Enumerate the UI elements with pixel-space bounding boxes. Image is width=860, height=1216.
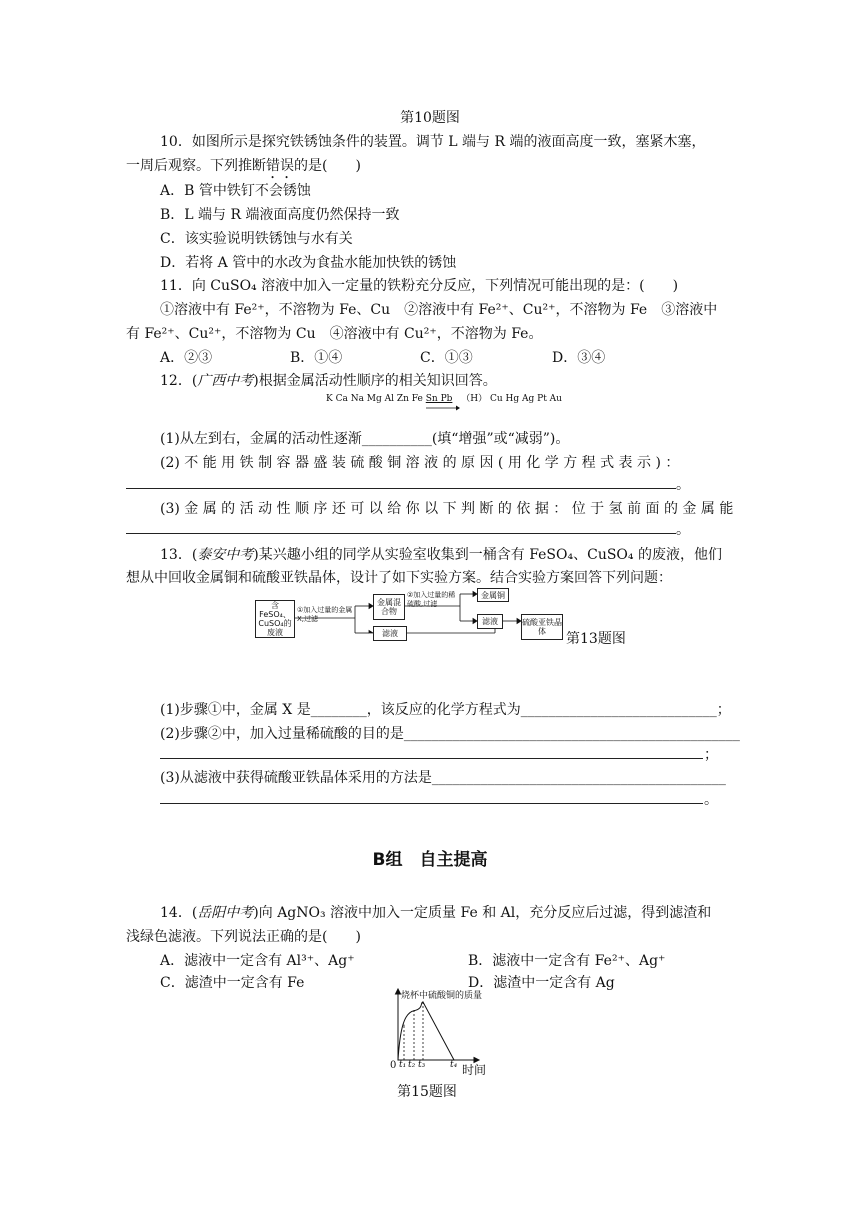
flow-step2-label: ②加入过量的稀硫酸,过滤 — [407, 591, 456, 608]
q14-option-d: D．滤渣中一定含有 Ag — [468, 975, 615, 991]
series-hydrogen: （H） — [461, 394, 488, 404]
chart-tick-t4: t₄ — [450, 1060, 458, 1070]
section-b-title: B组 自主提高 — [372, 850, 488, 870]
q14-line2: 浅绿色滤液。下列说法正确的是( ) — [126, 929, 361, 945]
q13-stem-post: )某兴趣小组的同学从实验室收集到一桶含有 FeSO₄、CuSO₄ 的废液，他们 — [253, 547, 722, 563]
q12-part3-end: 。 — [676, 522, 690, 538]
chart-origin: 0 — [390, 1060, 397, 1071]
q13-stem — [160, 544, 722, 564]
q12-part3: (3) 金 属 的 活 动 性 顺 序 还 可 以 给 你 以 下 判 断 的 依 据 ： 位 于 氢 前 面 的 金 属 能 — [160, 501, 734, 517]
chart-tick-t2: t₂ — [408, 1060, 416, 1070]
series-arrow-icon — [426, 404, 460, 412]
chart-xlabel: 时间 — [462, 1063, 487, 1077]
q11-option-a: A．②③ — [160, 350, 213, 366]
q15-chart — [390, 988, 510, 1080]
flow-copper-box: 金属铜 — [477, 588, 509, 602]
fig15-caption: 第15题图 — [397, 1084, 457, 1100]
series-line — [398, 1002, 454, 1060]
q10-stem-b1: 一周后观察。下列推断 — [126, 158, 266, 174]
q14-option-b: B．滤液中一定含有 Fe²⁺、Ag⁺ — [468, 953, 666, 969]
flow-step1-label: ①加入过量的金属X,过滤 — [297, 606, 353, 623]
flow-metal-mix-box: 金属混合物 — [373, 594, 405, 620]
data-point-1 — [403, 1025, 404, 1026]
q11-option-d: D．③④ — [552, 350, 606, 366]
q14-stem — [160, 902, 711, 922]
data-point-2 — [413, 1010, 414, 1011]
q14-stem-post: )向 AgNO₃ 溶液中加入一定质量 Fe 和 Al，充分反应后过滤，得到滤渣和 — [253, 905, 712, 921]
q12-part1: (1)从左到右，金属的活动性逐渐__________(填“增强”或“减弱”)。 — [160, 431, 570, 447]
q10-stem-b2: 的是( ) — [294, 158, 361, 174]
chart-ylabel: 烧杯中硫酸铜的质量 — [401, 991, 483, 1001]
q10-option-b: B．L 端与 R 端液面高度仍然保持一致 — [160, 207, 400, 223]
fig10-caption: 第10题图 — [400, 110, 460, 126]
q10-option-c: C．该实验说明铁锈蚀与水有关 — [160, 231, 353, 247]
q12-stem-pre: 12．( — [160, 373, 198, 389]
q14-stem-pre: 14．( — [160, 905, 198, 921]
q13-flowchart — [255, 588, 565, 652]
data-point-3 — [422, 1001, 423, 1002]
q11-line2: ①溶液中有 Fe²⁺，不溶物为 Fe、Cu ②溶液中有 Fe²⁺、Cu²⁺，不溶物为 Fe ③溶液中 — [160, 302, 718, 318]
q12-part2-answer-line[interactable] — [126, 488, 676, 489]
q10-option-a: A．B 管中铁钉不会锈蚀 — [160, 183, 311, 199]
q10-option-d: D．若将 A 管中的水改为食盐水能加快铁的锈蚀 — [160, 255, 457, 271]
flow-filtrate2-box: 滤液 — [477, 614, 503, 629]
fig13-caption: 第13题图 — [566, 631, 626, 647]
y-axis-arrow — [396, 989, 401, 994]
q13-part1: (1)步骤①中，金属 X 是________，该反应的化学方程式为____________________________； — [160, 702, 731, 718]
flow-crystal-box: 硫酸亚铁晶体 — [521, 614, 563, 640]
q13-line2: 想从中回收金属铜和硫酸亚铁晶体，设计了如下实验方案。结合实验方案回答下列问题： — [126, 570, 672, 586]
chart-tick-t3: t₃ — [418, 1060, 426, 1070]
q14-option-c: C．滤渣中一定含有 Fe — [160, 975, 305, 991]
q11-stem: 11．向 CuSO₄ 溶液中加入一定量的铁粉充分反应，下列情况可能出现的是：( ) — [160, 278, 679, 294]
activity-series — [326, 391, 562, 404]
q14-option-a: A．滤液中一定含有 Al³⁺、Ag⁺ — [160, 953, 355, 969]
flow-waste-box: 含FeSO₄、CuSO₄的废液 — [255, 600, 295, 638]
q11-option-b: B．①④ — [290, 350, 343, 366]
q10-stem-emphasis: 错误 — [266, 158, 294, 174]
series-part-b: Sn Pb — [425, 394, 453, 404]
q13-source: 泰安中考 — [197, 547, 254, 563]
q10-stem-a: 10．如图所示是探究铁锈蚀条件的装置。调节 L 端与 R 端的液面高度一致，塞紧木塞， — [160, 134, 706, 150]
q12-stem-post: )根据金属活动性顺序的相关知识回答。 — [253, 373, 497, 389]
q13-part2: (2)步骤②中，加入过量稀硫酸的目的是________________________________________________ — [160, 726, 740, 742]
q11-line3: 有 Fe²⁺、Cu²⁺，不溶物为 Cu ④溶液中有 Cu²⁺，不溶物为 Fe。 — [126, 326, 543, 342]
q13-part2-answer-line[interactable] — [160, 758, 703, 759]
q13-part3: (3)从滤液中获得硫酸亚铁晶体采用的方法是__________________________________________ — [160, 770, 726, 786]
q12-source: 广西中考 — [197, 373, 254, 389]
q12-part2: (2) 不 能 用 铁 制 容 器 盛 装 硫 酸 铜 溶 液 的 原 因 ( 用 化 学 方 程 式 表 示 ) ： — [160, 455, 680, 471]
series-part-c: Cu Hg Ag Pt Au — [490, 394, 562, 404]
flow-filtrate1-box: 滤液 — [373, 626, 407, 641]
q13-stem-pre: 13．( — [160, 547, 198, 563]
q12-stem — [160, 370, 497, 390]
q12-part3-answer-line[interactable] — [126, 533, 676, 534]
q13-part2-end: ； — [704, 747, 718, 763]
series-part-a: K Ca Na Mg Al Zn Fe — [326, 394, 423, 404]
q10-stem-b — [126, 155, 361, 182]
q13-part3-end: 。 — [704, 792, 718, 808]
q13-part3-answer-line[interactable] — [160, 803, 703, 804]
q14-source: 岳阳中考 — [197, 905, 254, 921]
q11-option-c: C．①③ — [420, 350, 473, 366]
q12-part2-end: 。 — [676, 477, 690, 493]
chart-tick-t1: t₁ — [399, 1060, 407, 1070]
